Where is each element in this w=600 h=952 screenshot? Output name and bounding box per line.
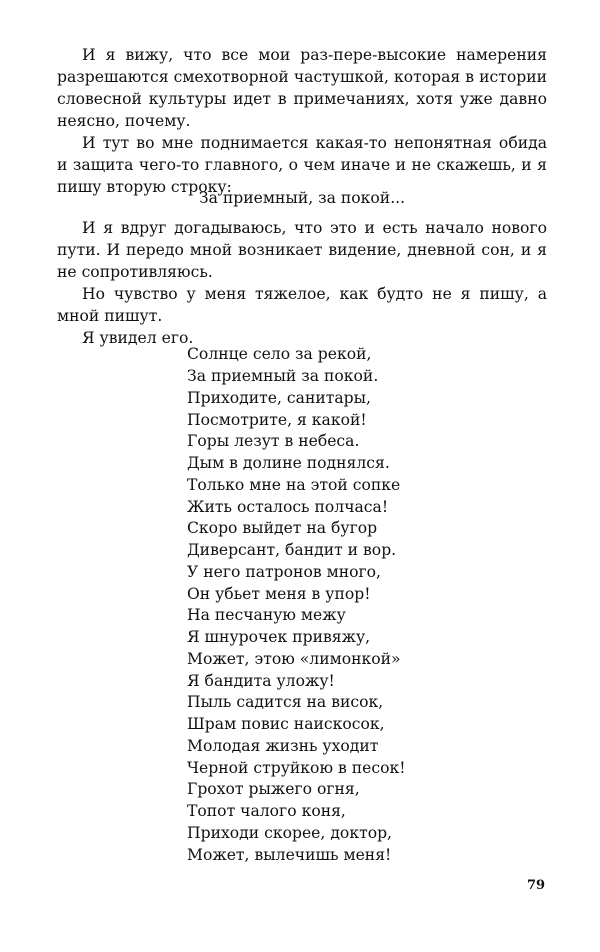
poem-line: Молодая жизнь уходит [187,737,379,755]
quoted-line: За приемный, за покой... [198,189,406,207]
paragraph: И я вижу, что все мои раз-пере-высокие намерения разрешаются смехотворной частушкой, которая в истории словесной культуры идет в примечаниях, хотя уже давно неясно, почему. [57,46,547,130]
stanza [187,604,401,692]
poem-line: Скоро выйдет на бугор [187,519,378,537]
stanza [187,691,405,779]
paragraph: И тут во мне поднимается какая-то непонятная обида и защита чего-то главного, о чем иначе и не скажешь, и я пишу вторую строку: [57,134,547,196]
poem-line: Топот чалого коня, [187,802,346,820]
stanza [187,343,378,431]
stanza [187,778,392,866]
poem-line: Диверсант, бандит и вор. [187,541,397,559]
prose-block-2 [57,217,547,349]
poem-line: Шрам повис наискосок, [187,715,385,733]
poem-line: Черной струйкою в песок! [187,759,406,777]
poem-line: Пыль садится на висок, [187,693,384,711]
poem-line: Я шнурочек привяжу, [187,628,371,646]
stanza [187,517,396,605]
poem-line: Горы лезут в небеса. [187,432,360,450]
poem-line: На песчаную межу [187,606,346,624]
poem-line: Жить осталось полчаса! [187,498,389,516]
poem-line: Я бандита уложу! [187,672,335,690]
paragraph: И я вдруг догадываюсь, что это и есть начало нового пути. И передо мной возникает видение, дневной сон, и я не сопротивляюсь. [57,219,547,281]
stanza [187,430,400,518]
poem-line: Он убьет меня в упор! [187,585,371,603]
poem-line: Только мне на этой сопке [187,476,401,494]
poem-line: Грохот рыжего огня, [187,780,360,798]
paragraph: Я увидел его. [82,329,194,347]
poem-line: Посмотрите, я какой! [187,411,367,429]
poem-line: Приходите, санитары, [187,389,372,407]
poem-line: Может, вылечишь меня! [187,846,392,864]
poem-line: Дым в долине поднялся. [187,454,390,472]
prose-block-1 [57,44,547,198]
poem-line: У него патронов много, [187,563,381,581]
page-number: 79 [527,878,546,893]
poem-line: Солнце село за рекой, [187,345,372,363]
poem-line: Приходи скорее, доктор, [187,824,393,842]
poem-line: Может, этою «лимонкой» [187,650,401,668]
paragraph: Но чувство у меня тяжелое, как будто не я пишу, а мной пишут. [57,285,547,325]
poem-line: За приемный за покой. [187,367,379,385]
